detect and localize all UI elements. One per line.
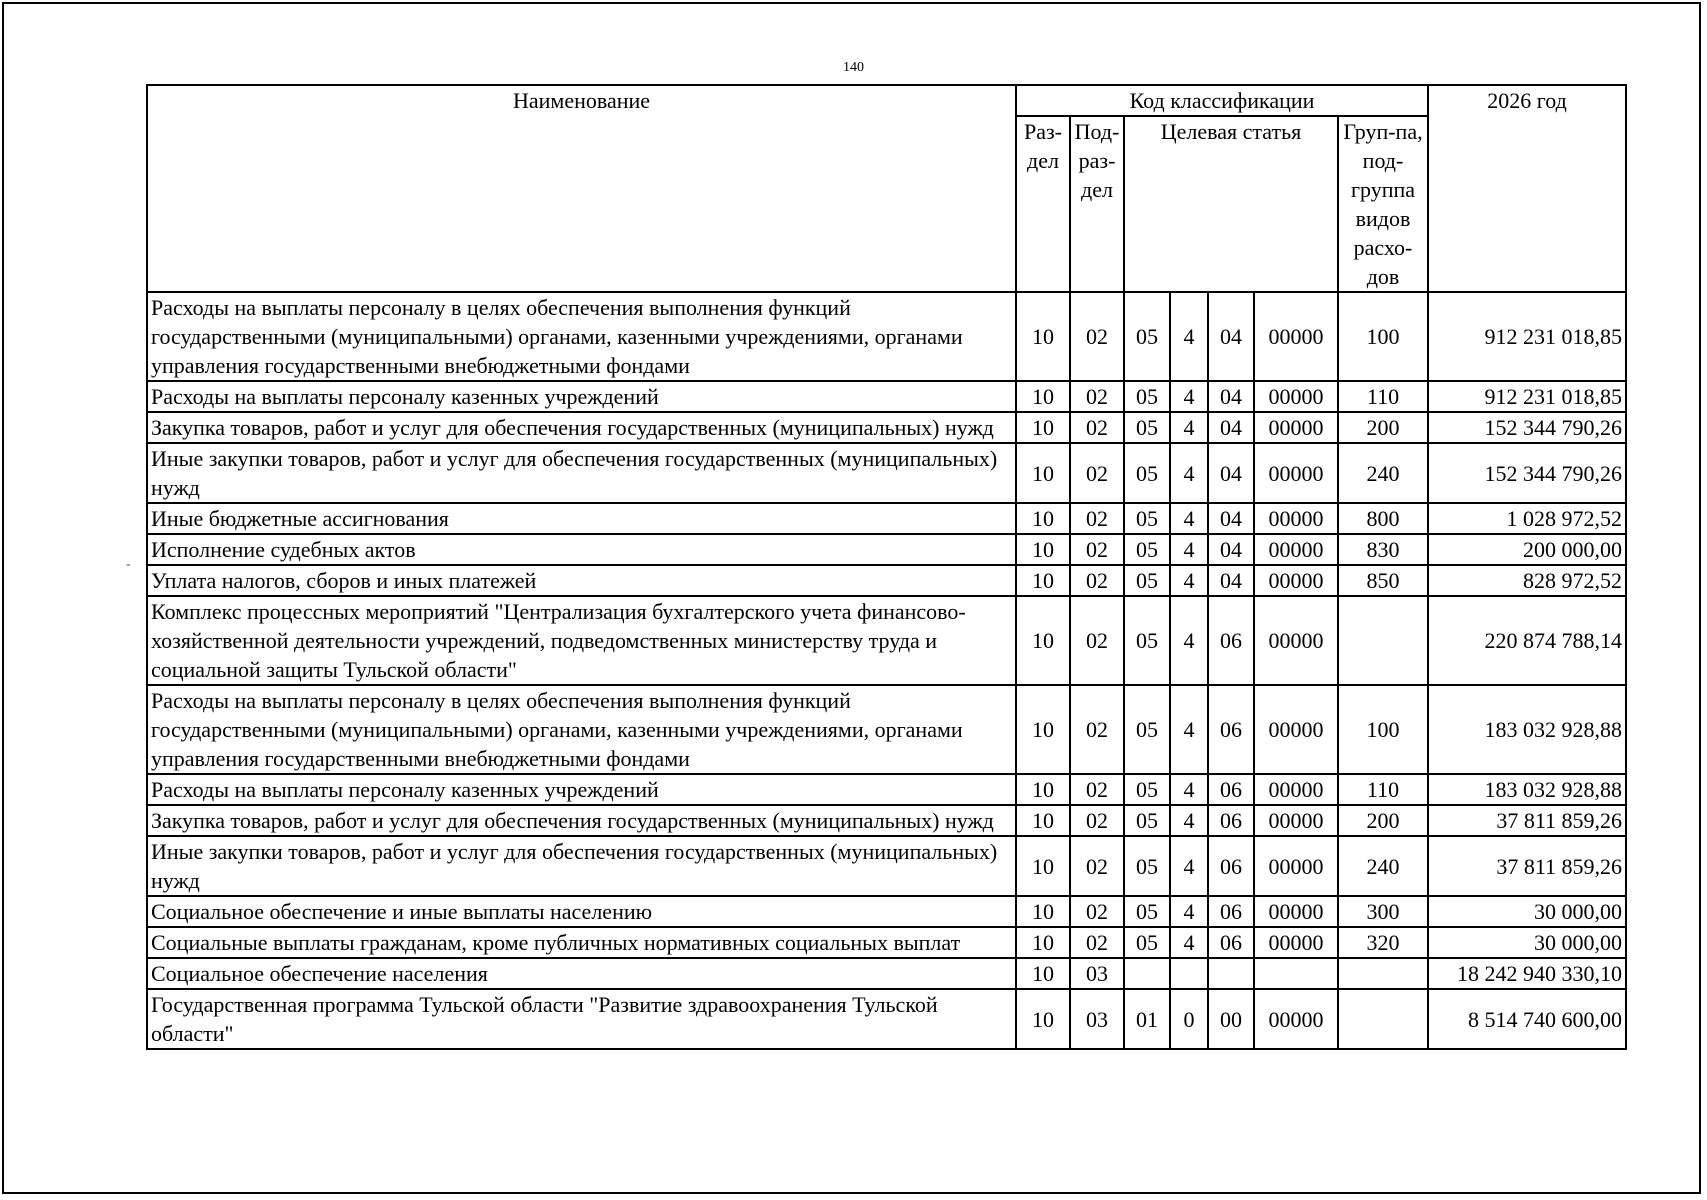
cell-target-direction — [1254, 958, 1338, 989]
header-podrazdel: Под-раз-дел — [1070, 116, 1124, 292]
cell-target-program — [1124, 958, 1170, 989]
table-row — [147, 381, 1626, 412]
stray-mark: - — [126, 557, 131, 572]
cell-name: Закупка товаров, работ и услуг для обеспечения государственных (муниципальных) нужд — [147, 412, 1016, 443]
cell-target-subprogram: 06 — [1208, 836, 1254, 896]
cell-expense-group: 240 — [1338, 443, 1428, 503]
cell-name: Комплекс процессных мероприятий "Централизация бухгалтерского учета финансово-хозяйственной деятельности учреждений, подведомственных министерству труда и социальной защиты Тульской области" — [147, 596, 1016, 685]
cell-target-subprogram: 04 — [1208, 381, 1254, 412]
cell-target-subprogram: 04 — [1208, 503, 1254, 534]
cell-amount: 30 000,00 — [1428, 927, 1626, 958]
cell-amount: 912 231 018,85 — [1428, 292, 1626, 381]
cell-target-subprogram: 04 — [1208, 292, 1254, 381]
cell-expense-group: 800 — [1338, 503, 1428, 534]
cell-target-direction: 00000 — [1254, 443, 1338, 503]
table-row — [147, 774, 1626, 805]
cell-podrazdel: 02 — [1070, 565, 1124, 596]
cell-target-type: 0 — [1170, 989, 1208, 1049]
cell-podrazdel: 02 — [1070, 534, 1124, 565]
cell-target-program: 05 — [1124, 927, 1170, 958]
cell-expense-group: 110 — [1338, 381, 1428, 412]
cell-target-direction: 00000 — [1254, 503, 1338, 534]
table-row — [147, 958, 1626, 989]
cell-target-type: 4 — [1170, 534, 1208, 565]
cell-razdel: 10 — [1016, 503, 1070, 534]
cell-target-type: 4 — [1170, 685, 1208, 774]
cell-target-program: 05 — [1124, 381, 1170, 412]
cell-target-type: 4 — [1170, 774, 1208, 805]
cell-target-type: 4 — [1170, 596, 1208, 685]
table-header — [147, 85, 1626, 292]
cell-target-program: 05 — [1124, 896, 1170, 927]
budget-table-container — [146, 84, 1625, 1050]
table-row — [147, 292, 1626, 381]
cell-podrazdel: 02 — [1070, 412, 1124, 443]
cell-name: Расходы на выплаты персоналу казенных учреждений — [147, 774, 1016, 805]
cell-target-subprogram: 06 — [1208, 774, 1254, 805]
cell-amount: 18 242 940 330,10 — [1428, 958, 1626, 989]
cell-amount: 183 032 928,88 — [1428, 685, 1626, 774]
cell-target-direction: 00000 — [1254, 774, 1338, 805]
cell-target-subprogram: 06 — [1208, 896, 1254, 927]
cell-target-type — [1170, 958, 1208, 989]
cell-target-program: 05 — [1124, 774, 1170, 805]
cell-podrazdel: 02 — [1070, 503, 1124, 534]
table-row — [147, 896, 1626, 927]
budget-table — [146, 84, 1627, 1050]
cell-podrazdel: 02 — [1070, 381, 1124, 412]
table-body — [147, 292, 1626, 1049]
table-row — [147, 412, 1626, 443]
cell-razdel: 10 — [1016, 443, 1070, 503]
cell-amount: 37 811 859,26 — [1428, 836, 1626, 896]
cell-podrazdel: 02 — [1070, 774, 1124, 805]
cell-name: Исполнение судебных актов — [147, 534, 1016, 565]
cell-podrazdel: 02 — [1070, 927, 1124, 958]
cell-razdel: 10 — [1016, 412, 1070, 443]
header-code-group: Код классификации — [1016, 85, 1428, 116]
cell-target-direction: 00000 — [1254, 836, 1338, 896]
cell-amount: 220 874 788,14 — [1428, 596, 1626, 685]
cell-name: Закупка товаров, работ и услуг для обеспечения государственных (муниципальных) нужд — [147, 805, 1016, 836]
table-row — [147, 805, 1626, 836]
table-row — [147, 596, 1626, 685]
cell-amount: 37 811 859,26 — [1428, 805, 1626, 836]
cell-target-program: 05 — [1124, 836, 1170, 896]
cell-razdel: 10 — [1016, 381, 1070, 412]
cell-target-subprogram: 04 — [1208, 565, 1254, 596]
table-row — [147, 989, 1626, 1049]
cell-target-direction: 00000 — [1254, 927, 1338, 958]
cell-target-type: 4 — [1170, 503, 1208, 534]
cell-razdel: 10 — [1016, 836, 1070, 896]
cell-name: Расходы на выплаты персоналу в целях обеспечения выполнения функций государственными (муниципальными) органами, казенными учреждениями, органами управления государственными внебюджетными фондами — [147, 292, 1016, 381]
table-row — [147, 503, 1626, 534]
cell-target-direction: 00000 — [1254, 596, 1338, 685]
cell-target-program: 05 — [1124, 685, 1170, 774]
cell-target-direction: 00000 — [1254, 805, 1338, 836]
cell-podrazdel: 02 — [1070, 685, 1124, 774]
cell-name: Государственная программа Тульской области "Развитие здравоохранения Тульской области" — [147, 989, 1016, 1049]
cell-target-subprogram: 04 — [1208, 534, 1254, 565]
cell-target-direction: 00000 — [1254, 534, 1338, 565]
cell-target-type: 4 — [1170, 381, 1208, 412]
cell-target-program: 05 — [1124, 565, 1170, 596]
table-row — [147, 927, 1626, 958]
cell-expense-group — [1338, 958, 1428, 989]
cell-amount: 30 000,00 — [1428, 896, 1626, 927]
table-row — [147, 565, 1626, 596]
cell-target-subprogram: 06 — [1208, 685, 1254, 774]
table-row — [147, 685, 1626, 774]
cell-target-type: 4 — [1170, 805, 1208, 836]
cell-expense-group: 100 — [1338, 685, 1428, 774]
header-year: 2026 год — [1428, 85, 1626, 292]
cell-expense-group: 830 — [1338, 534, 1428, 565]
cell-target-type: 4 — [1170, 836, 1208, 896]
cell-podrazdel: 02 — [1070, 836, 1124, 896]
cell-expense-group — [1338, 989, 1428, 1049]
cell-amount: 828 972,52 — [1428, 565, 1626, 596]
cell-target-program: 05 — [1124, 596, 1170, 685]
cell-razdel: 10 — [1016, 292, 1070, 381]
cell-name: Социальные выплаты гражданам, кроме публичных нормативных социальных выплат — [147, 927, 1016, 958]
cell-target-subprogram: 06 — [1208, 596, 1254, 685]
cell-expense-group: 110 — [1338, 774, 1428, 805]
cell-expense-group: 200 — [1338, 805, 1428, 836]
cell-target-direction: 00000 — [1254, 412, 1338, 443]
cell-amount: 8 514 740 600,00 — [1428, 989, 1626, 1049]
cell-podrazdel: 02 — [1070, 443, 1124, 503]
cell-expense-group: 100 — [1338, 292, 1428, 381]
cell-target-program: 05 — [1124, 503, 1170, 534]
cell-target-subprogram: 04 — [1208, 443, 1254, 503]
cell-target-direction: 00000 — [1254, 989, 1338, 1049]
cell-target-type: 4 — [1170, 896, 1208, 927]
cell-name: Иные закупки товаров, работ и услуг для обеспечения государственных (муниципальных) нужд — [147, 443, 1016, 503]
cell-amount: 152 344 790,26 — [1428, 443, 1626, 503]
cell-razdel: 10 — [1016, 896, 1070, 927]
cell-razdel: 10 — [1016, 685, 1070, 774]
cell-amount: 912 231 018,85 — [1428, 381, 1626, 412]
cell-target-program: 05 — [1124, 443, 1170, 503]
cell-razdel: 10 — [1016, 565, 1070, 596]
header-name: Наименование — [147, 85, 1016, 292]
cell-target-subprogram: 00 — [1208, 989, 1254, 1049]
cell-target-direction: 00000 — [1254, 896, 1338, 927]
cell-target-program: 05 — [1124, 805, 1170, 836]
table-row — [147, 443, 1626, 503]
cell-target-subprogram: 04 — [1208, 412, 1254, 443]
cell-razdel: 10 — [1016, 989, 1070, 1049]
cell-target-direction: 00000 — [1254, 381, 1338, 412]
cell-amount: 152 344 790,26 — [1428, 412, 1626, 443]
cell-name: Расходы на выплаты персоналу казенных учреждений — [147, 381, 1016, 412]
cell-target-subprogram: 06 — [1208, 927, 1254, 958]
cell-name: Социальное обеспечение и иные выплаты населению — [147, 896, 1016, 927]
header-razdel: Раз-дел — [1016, 116, 1070, 292]
header-group: Груп-па, под-группа видов расхо-дов — [1338, 116, 1428, 292]
cell-amount: 1 028 972,52 — [1428, 503, 1626, 534]
cell-name: Уплата налогов, сборов и иных платежей — [147, 565, 1016, 596]
cell-target-program: 05 — [1124, 292, 1170, 381]
cell-target-type: 4 — [1170, 443, 1208, 503]
cell-target-program: 05 — [1124, 412, 1170, 443]
page-number: 140 — [843, 60, 864, 75]
cell-amount: 183 032 928,88 — [1428, 774, 1626, 805]
cell-target-type: 4 — [1170, 292, 1208, 381]
cell-razdel: 10 — [1016, 774, 1070, 805]
cell-name: Иные бюджетные ассигнования — [147, 503, 1016, 534]
cell-expense-group: 850 — [1338, 565, 1428, 596]
cell-target-type: 4 — [1170, 565, 1208, 596]
cell-target-direction: 00000 — [1254, 292, 1338, 381]
cell-razdel: 10 — [1016, 927, 1070, 958]
cell-amount: 200 000,00 — [1428, 534, 1626, 565]
table-row — [147, 534, 1626, 565]
cell-name: Расходы на выплаты персоналу в целях обеспечения выполнения функций государственными (муниципальными) органами, казенными учреждениями, органами управления государственными внебюджетными фондами — [147, 685, 1016, 774]
cell-target-subprogram — [1208, 958, 1254, 989]
cell-name: Иные закупки товаров, работ и услуг для обеспечения государственных (муниципальных) нужд — [147, 836, 1016, 896]
cell-podrazdel: 02 — [1070, 896, 1124, 927]
cell-podrazdel: 03 — [1070, 989, 1124, 1049]
cell-expense-group: 200 — [1338, 412, 1428, 443]
cell-podrazdel: 02 — [1070, 596, 1124, 685]
cell-target-type: 4 — [1170, 927, 1208, 958]
cell-target-program: 05 — [1124, 534, 1170, 565]
cell-target-direction: 00000 — [1254, 685, 1338, 774]
cell-expense-group: 240 — [1338, 836, 1428, 896]
header-target: Целевая статья — [1124, 116, 1338, 292]
cell-podrazdel: 02 — [1070, 292, 1124, 381]
cell-target-program: 01 — [1124, 989, 1170, 1049]
cell-expense-group: 300 — [1338, 896, 1428, 927]
cell-target-type: 4 — [1170, 412, 1208, 443]
cell-podrazdel: 02 — [1070, 805, 1124, 836]
cell-razdel: 10 — [1016, 596, 1070, 685]
cell-podrazdel: 03 — [1070, 958, 1124, 989]
cell-name: Социальное обеспечение населения — [147, 958, 1016, 989]
table-row — [147, 836, 1626, 896]
cell-expense-group: 320 — [1338, 927, 1428, 958]
cell-razdel: 10 — [1016, 958, 1070, 989]
cell-target-direction: 00000 — [1254, 565, 1338, 596]
cell-razdel: 10 — [1016, 805, 1070, 836]
cell-expense-group — [1338, 596, 1428, 685]
cell-target-subprogram: 06 — [1208, 805, 1254, 836]
cell-razdel: 10 — [1016, 534, 1070, 565]
